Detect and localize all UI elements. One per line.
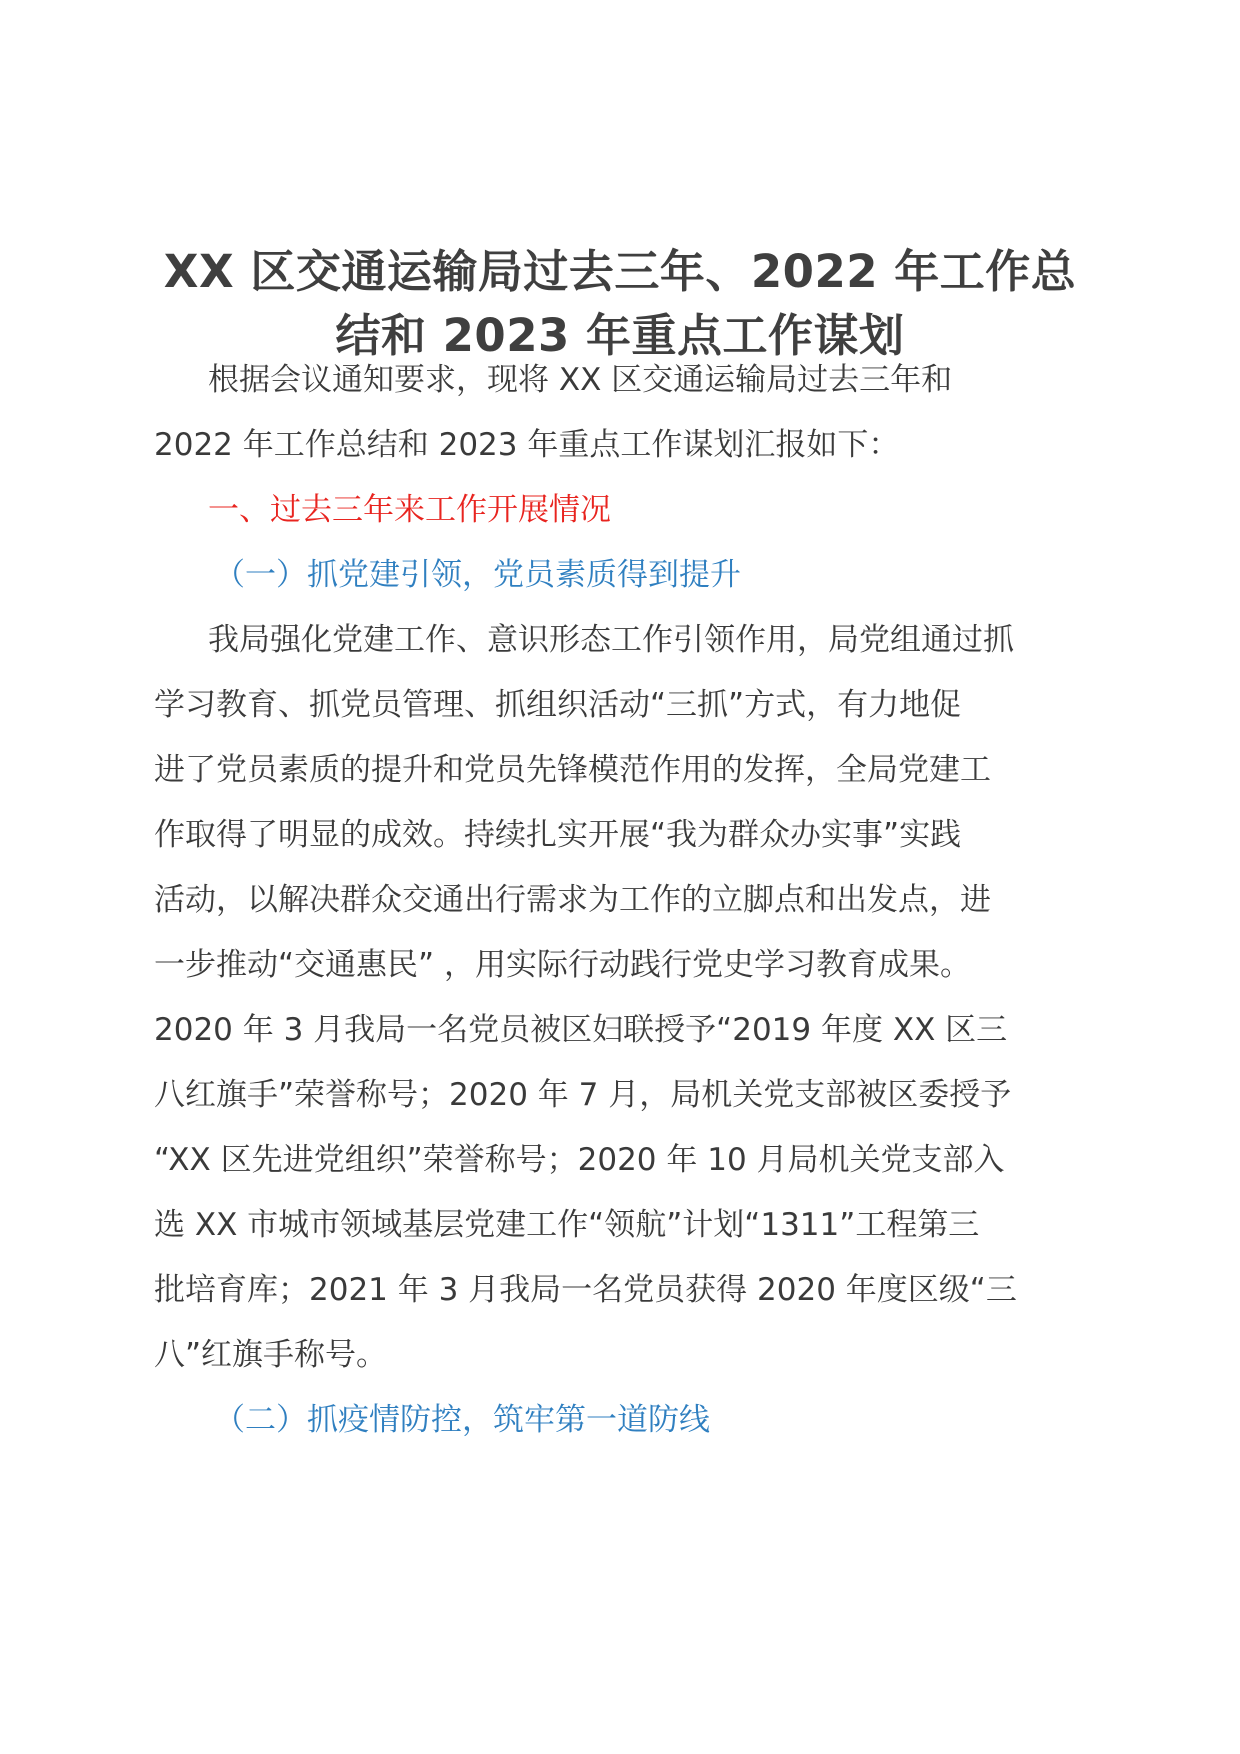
document-body: [154, 348, 1094, 1453]
paragraph-line: 八红旗手”荣誉称号；2020 年 7 月，局机关党支部被区委授予: [154, 1077, 1012, 1113]
section-heading-1: 一、过去三年来工作开展情况: [208, 492, 611, 528]
paragraph-line: 作取得了明显的成效。持续扎实开展“我为群众办实事”实践: [154, 817, 962, 853]
paragraph-line: 我局强化党建工作、意识形态工作引领作用，局党组通过抓: [208, 622, 1014, 658]
paragraph-line: 进了党员素质的提升和党员先锋模范作用的发挥，全局党建工: [154, 752, 991, 788]
intro-line-1: 根据会议通知要求，现将 XX 区交通运输局过去三年和: [208, 362, 953, 398]
paragraph-line: 2020 年 3 月我局一名党员被区妇联授予“2019 年度 XX 区三: [154, 1012, 1008, 1048]
paragraph-line: 八”红旗手称号。: [154, 1337, 388, 1373]
paragraph-line: 活动，以解决群众交通出行需求为工作的立脚点和出发点，进: [154, 882, 991, 918]
title-line-2: 结和 2023 年重点工作谋划: [335, 309, 905, 362]
title-line-1: XX 区交通运输局过去三年、2022 年工作总: [163, 245, 1077, 298]
paragraph-line: “XX 区先进党组织”荣誉称号；2020 年 10 月局机关党支部入: [154, 1142, 1005, 1178]
paragraph-line: 选 XX 市城市领域基层党建工作“领航”计划“1311”工程第三: [154, 1207, 980, 1243]
paragraph-line: 一步推动“交通惠民” ，用实际行动践行党史学习教育成果。: [154, 947, 971, 983]
subsection-heading-1: （一）抓党建引领，党员素质得到提升: [214, 557, 741, 593]
paragraph-line: 学习教育、抓党员管理、抓组织活动“三抓”方式，有力地促: [154, 687, 962, 723]
intro-line-2: 2022 年工作总结和 2023 年重点工作谋划汇报如下：: [154, 427, 900, 463]
paragraph-line: 批培育库；2021 年 3 月我局一名党员获得 2020 年度区级“三: [154, 1272, 1017, 1308]
subsection-heading-2: （二）抓疫情防控，筑牢第一道防线: [214, 1402, 710, 1438]
